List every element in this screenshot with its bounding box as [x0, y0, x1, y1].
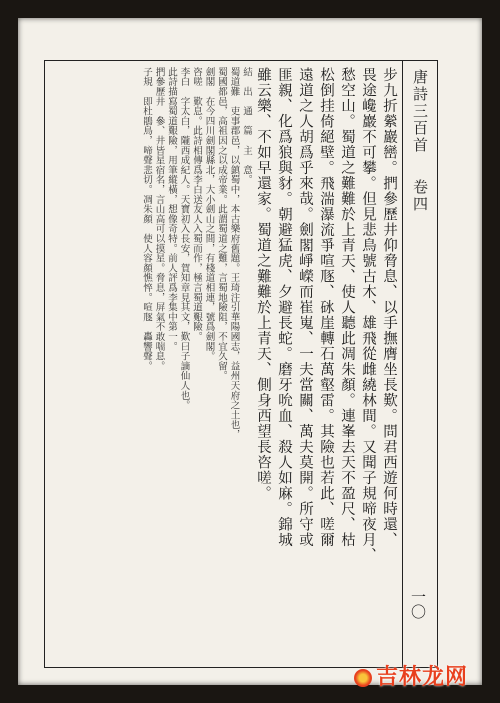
site-watermark [354, 660, 468, 691]
annotation-line: 子規 即杜鵑鳥，啼聲悲切。凋朱顏 使人容顏憔悴。喧豗 轟響聲。 [141, 67, 152, 371]
poem-line: 遠道之人胡爲乎來哉。劍閣崢嶸而崔嵬、一夫當關、萬夫莫開。所守或 [297, 67, 313, 548]
poem-line: 松倒挂倚絕壁。飛湍瀑流爭喧豗、砯崖轉石萬壑雷。其險也若此、嗟爾 [318, 67, 334, 548]
annotation-line: 蜀國都邑，高祖因之以成帝業。此謂蜀道之難，言蜀地險阻，不宜久留。 [216, 67, 227, 381]
poem-line: 畏途巉巖不可攀。但見悲鳥號古木、雄飛從雌繞林間。又聞子規啼夜月、 [360, 67, 376, 563]
annotation-line: 蜀道難 吏事郡邑，以鎮蜀中，本古樂府舊題。王琦注引華陽國志，益州天府之土也， [228, 67, 240, 440]
poem-line: 愁空山。蜀道之難難於上青天、使人聽此凋朱顏。連峯去天不盈尺、枯 [339, 67, 355, 548]
annotation-line: 此詩描寫蜀道艱險，用筆縱橫，想像奇特。前人評爲李集中第一。 [166, 67, 177, 352]
poem-line: 匪親、化爲狼與豺。朝避猛虎、夕避長蛇。磨牙吮血、殺人如麻。錦城 [276, 67, 292, 548]
poem-text-area [49, 67, 399, 661]
text-frame [44, 60, 438, 668]
annotation-line: 結 出 通 篇 主 意。 [241, 67, 252, 185]
watermark-text: 吉林龙网 [375, 665, 468, 690]
poem-line: 步九折縈巖巒。捫參歷井仰脅息、以手撫膺坐長歎。問君西遊何時還、 [381, 67, 397, 548]
page-margin-column [402, 61, 437, 667]
annotation-line: 咨嗟 歎息。此詩相傳爲李白送友人入蜀而作，極言蜀道艱險。 [191, 67, 202, 342]
poem-line: 雖云樂、不如早還家。蜀道之難難於上青天、側身西望長咨嗟。 [255, 67, 271, 501]
book-title: 唐詩三百首 [411, 69, 429, 154]
flower-logo-icon [354, 669, 372, 687]
annotation-line: 劍閣 在今四川劍閣縣北，大小劍山之間，有棧道相連，號爲劍閣。 [203, 67, 215, 361]
book-page [18, 18, 482, 685]
page-number: 一〇 [409, 589, 427, 619]
volume-label: 卷四 [411, 178, 429, 213]
annotation-line: 李白 字太白，隴西成紀人。天寶初入長安，賀知章見其文，歎曰子謫仙人也。 [178, 67, 190, 410]
annotation-line: 捫參歷井 參、井皆星宿名，言山高可以摸星。脅息，屏氣不敢喘息。 [153, 67, 165, 371]
page-header [410, 69, 431, 213]
